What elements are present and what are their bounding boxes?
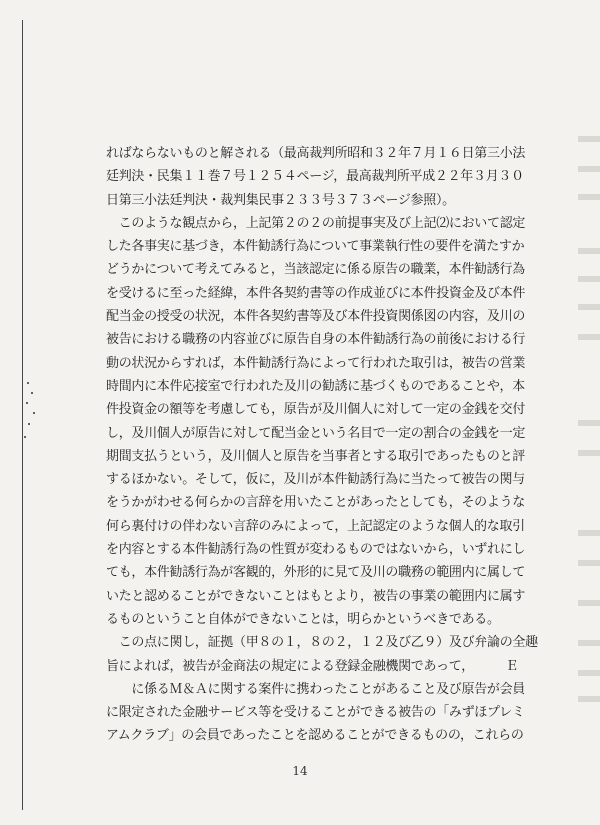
text-line: を受けるに至った経緯，本件各契約書等の作成並びに本件投資金及び本件	[106, 285, 526, 301]
text-line: するほかない。そして，仮に，及川が本件勧誘行為に当たって被告の関与	[106, 472, 525, 488]
body-text	[106, 142, 536, 748]
text-line: 配当金の授受の状況，本件各契約書等及び本件投資関係図の内容，及川の	[106, 309, 526, 325]
text-line: 件投資金の額等を考慮しても，原告が及川個人に対して一定の金銭を交付	[106, 402, 526, 418]
text-line: 何ら裏付けの伴わない言辞のみによって，上記認定のような個人的な取引	[106, 518, 525, 534]
text-line: このような観点から，上記第２の２の前提事実及び上記⑵において認定	[106, 215, 526, 231]
scan-speck	[33, 412, 35, 414]
text-line: ても，本件勧誘行為が客観的，外形的に見て及川の職務の範囲内に属して	[106, 565, 526, 581]
binding-edge-line	[22, 20, 23, 810]
text-line: 期間支払うという，及川個人と原告を当事者とする取引であったものと評	[106, 448, 525, 464]
text-line: をうかがわせる何らかの言辞を用いたことがあったとしても，そのような	[106, 495, 525, 511]
scan-speck	[28, 423, 30, 425]
text-line: に係るＭ＆Ａに関する案件に携わったことがあること及び原告が会員	[106, 681, 525, 697]
text-line: 動の状況からすれば，本件勧誘行為によって行われた取引は，被告の営業	[106, 355, 526, 371]
text-line: この点に関し，証拠（甲８の１，８の２，１２及び乙９）及び弁論の全趣	[106, 635, 538, 651]
text-line: ればならないものと解される（最高裁判所昭和３２年７月１６日第三小法	[106, 146, 526, 161]
text-line: 日第三小法廷判決・裁判集民事２３３号３７３ページ参照）。	[106, 192, 455, 208]
text-line: した各事実に基づき，本件勧誘行為について事業執行性の要件を満たすか	[106, 239, 525, 255]
scan-speck	[26, 402, 28, 404]
text-line: に限定された金融サービス等を受けることができる被告の「みずほプレミ	[106, 705, 525, 721]
text-line: るものということ自体ができないことは，明らかというべきである。	[106, 611, 500, 627]
text-line: 被告における職務の内容並びに原告自身の本件勧誘行為の前後における行	[106, 332, 526, 348]
show-through-marks	[566, 130, 600, 750]
text-line: を内容とする本件勧誘行為の性質が変わるものではないから，いずれにし	[106, 542, 526, 558]
text-line: アムクラブ」の会員であったことを認めることができるものの，これらの	[106, 728, 524, 744]
text-line: し，及川個人が原告に対して配当金という名目で一定の割合の金銭を一定	[106, 425, 526, 441]
text-line: 旨によれば，被告が金商法の規定による登録金融機関であって， Ｅ	[106, 658, 519, 674]
scan-speck	[27, 382, 29, 384]
text-line: 時間内に本件応接室で行われた及川の勧誘に基づくものであることや，本	[106, 378, 525, 394]
text-line: どうかについて考えてみると，当該認定に係る原告の職業，本件勧誘行為	[106, 262, 525, 278]
page-number: 14	[292, 764, 308, 778]
text-line: 廷判決・民集１１巻７号１２５４ページ，最高裁判所平成２２年３月３０	[106, 169, 524, 185]
scan-speck	[31, 392, 33, 394]
text-line: いたと認めることができないことはもとより，被告の事業の範囲内に属す	[106, 588, 526, 604]
scan-speck	[24, 436, 26, 438]
